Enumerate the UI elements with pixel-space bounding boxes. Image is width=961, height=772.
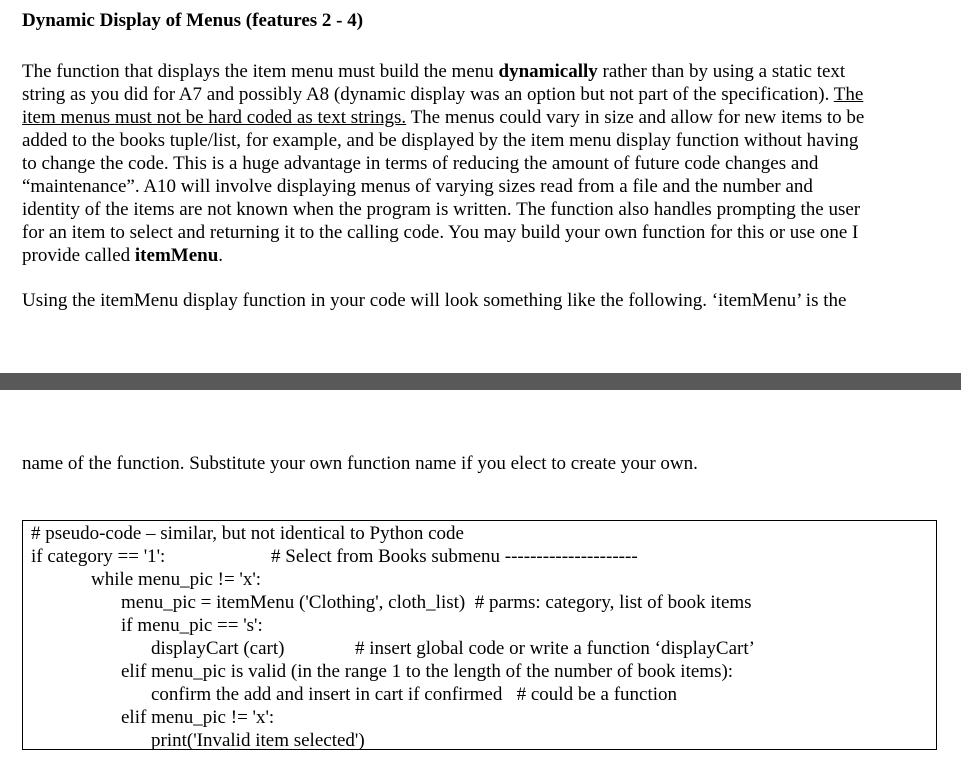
code-line: if menu_pic == 's': (121, 615, 263, 636)
section-heading: Dynamic Display of Menus (features 2 - 4) (22, 10, 364, 31)
para-line: added to the books tuple/list, for example, and be displayed by the item menu display function without having (22, 130, 859, 151)
emphasis-itemmenu: itemMenu (134, 245, 219, 266)
emphasis-dynamically: dynamically (498, 61, 598, 82)
page-break-divider (0, 373, 961, 390)
code-line: # pseudo-code – similar, but not identical to Python code (31, 523, 464, 544)
code-line: elif menu_pic is valid (in the range 1 to the length of the number of book items): (121, 661, 734, 682)
para-line: for an item to select and returning it to the calling code. You may build your own function for this or use one I (22, 222, 859, 243)
code-line: menu_pic = itemMenu ('Clothing', cloth_list) # parms: category, list of book items (121, 592, 752, 613)
usage-paragraph: Using the itemMenu display function in your code will look something like the following. ‘itemMenu’ is the (22, 290, 847, 311)
underlined-requirement: The (833, 84, 864, 105)
para-line: “maintenance”. A10 will involve displaying menus of varying sizes read from a file and the number and (22, 176, 813, 197)
pseudo-code-box (22, 520, 937, 750)
code-line: if category == '1': # Select from Books submenu --------------------- (31, 546, 638, 567)
para-line: item menus must not be hard coded as text strings. The menus could vary in size and allow for new items to be (22, 107, 865, 128)
code-line: print('Invalid item selected') (151, 730, 365, 751)
para-line: provide called itemMenu. (22, 245, 224, 266)
code-line: elif menu_pic != 'x': (121, 707, 275, 728)
underlined-requirement: item menus must not be hard coded as text strings. (22, 107, 407, 128)
intro-paragraph (22, 60, 947, 267)
code-line: displayCart (cart) # insert global code or write a function ‘displayCart’ (151, 638, 755, 659)
para-line: identity of the items are not known when the program is written. The function also handles prompting the user (22, 199, 861, 220)
code-line: while menu_pic != 'x': (91, 569, 262, 590)
code-line: confirm the add and insert in cart if confirmed # could be a function (151, 684, 678, 705)
para-line: string as you did for A7 and possibly A8 (dynamic display was an option but not part of the specification). The (22, 84, 864, 105)
usage-paragraph-continued: name of the function. Substitute your own function name if you elect to create your own. (22, 453, 698, 474)
para-line: to change the code. This is a huge advantage in terms of reducing the amount of future code changes and (22, 153, 819, 174)
para-line: The function that displays the item menu must build the menu dynamically rather than by using a static text (22, 61, 846, 82)
